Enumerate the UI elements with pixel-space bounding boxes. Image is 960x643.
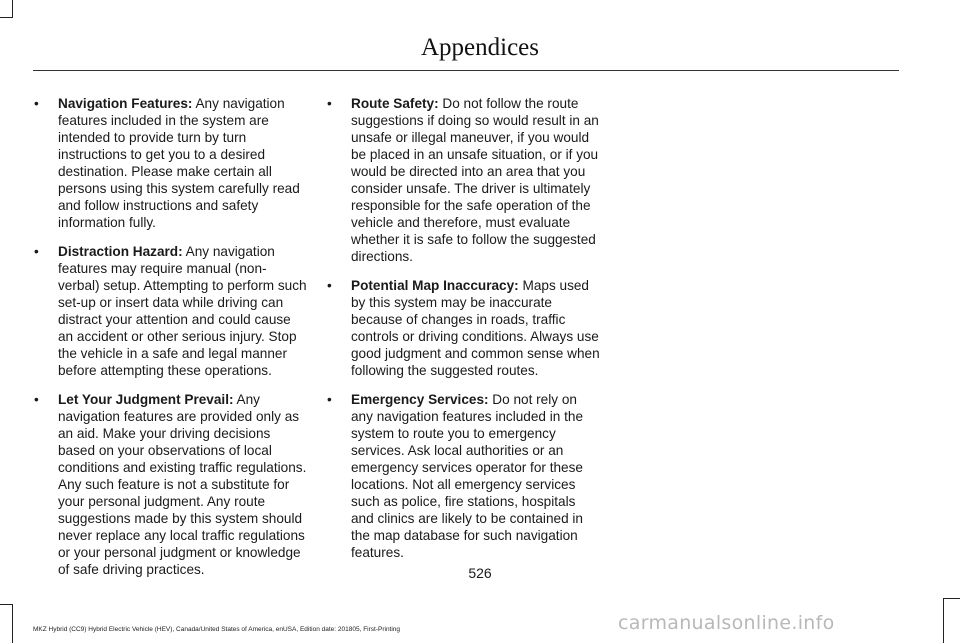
bullet: • <box>34 96 39 111</box>
right-column <box>326 95 601 573</box>
item-text: Any navigation features may require manual (non-verbal) setup. Attempting to perform such set-up or insert data while driving can distract your attention and could cause an accident or other serious injury. Stop the vehicle in a safe and legal manner before attempting these operations. <box>58 244 307 378</box>
watermark: carmanualsonline.info <box>618 612 835 634</box>
list-item <box>33 95 308 231</box>
item-text: Maps used by this system may be inaccurate because of changes in roads, traffic controls or driving conditions. Always use good judgment and common sense when following the suggested routes. <box>351 278 600 378</box>
list-item <box>33 243 308 379</box>
left-column <box>33 95 308 590</box>
crop-mark-bottom-left-h <box>0 604 13 605</box>
item-text: Any navigation features included in the system are intended to provide turn by turn instructions to get you to a desired destination. Please make certain all persons using this system carefully read and follow instructions and safety information fully. <box>58 96 300 230</box>
list-item <box>326 95 601 265</box>
list-item <box>326 391 601 561</box>
bullet: • <box>327 392 332 407</box>
page-number: 526 <box>468 565 492 581</box>
item-term: Let Your Judgment Prevail: <box>58 392 234 407</box>
page-title: Appendices <box>420 34 540 61</box>
crop-mark-top-left-v <box>12 0 13 18</box>
footer-edition-text: MKZ Hybrid (CC9) Hybrid Electric Vehicle (HEV), Canada/United States of America, enUSA, Edition date: 201805, First-Printing <box>33 626 401 633</box>
header-divider <box>33 70 899 71</box>
item-text: Do not rely on any navigation features included in the system to route you to emergency services. Ask local authorities or an emergency services operator for these locations. Not all emergency services such as police, fire stations, hospitals and clinics are likely to be contained in the map database for such navigation features. <box>351 392 584 560</box>
bullet: • <box>34 392 39 407</box>
crop-mark-top-left-h <box>0 17 13 18</box>
bullet: • <box>327 278 332 293</box>
crop-mark-bottom-right-v <box>943 598 944 643</box>
item-term: Route Safety: <box>351 96 439 111</box>
item-text: Do not follow the route suggestions if doing so would result in an unsafe or illegal maneuver, if you would be placed in an unsafe situation, or if you would be directed into an area that you consider unsafe. The driver is ultimately responsible for the safe operation of the vehicle and therefore, must evaluate whether it is safe to follow the suggested directions. <box>351 96 599 264</box>
item-term: Distraction Hazard: <box>58 244 183 259</box>
list-item <box>33 391 308 578</box>
bullet: • <box>34 244 39 259</box>
bullet: • <box>327 96 332 111</box>
crop-mark-bottom-left-v <box>12 604 13 643</box>
list-item <box>326 277 601 379</box>
item-term: Potential Map Inaccuracy: <box>351 278 519 293</box>
item-term: Emergency Services: <box>351 392 489 407</box>
item-term: Navigation Features: <box>58 96 193 111</box>
item-text: Any navigation features are provided only as an aid. Make your driving decisions based on your observations of local conditions and existing traffic regulations. Any such feature is not a substitute for your personal judgment. Any route suggestions made by this system should never replace any local traffic regulations or your personal judgment or knowledge of safe driving practices. <box>58 392 307 577</box>
crop-mark-bottom-right-h <box>943 598 960 599</box>
